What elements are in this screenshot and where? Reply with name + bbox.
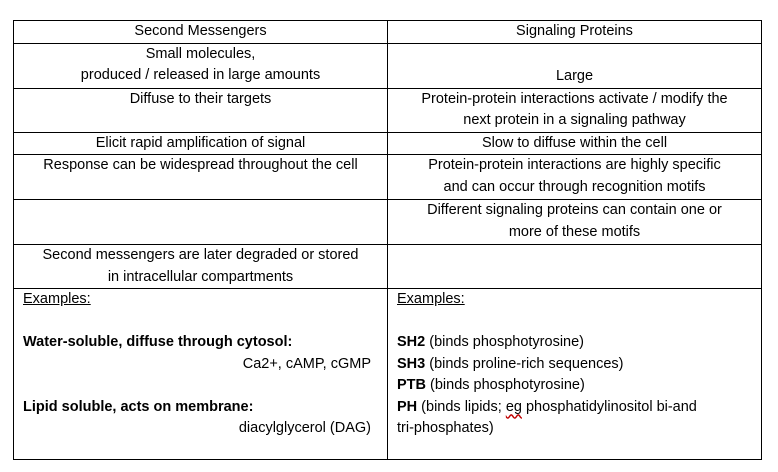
table-row	[14, 245, 762, 289]
table-row	[14, 200, 762, 245]
cell-right: Large	[388, 43, 762, 88]
table-row	[14, 132, 762, 155]
header-signaling-proteins: Signaling Proteins	[388, 21, 762, 44]
group-title: Water-soluble, diffuse through cytosol:	[23, 334, 293, 350]
list-item: SH2 (binds phosphotyrosine)	[397, 334, 585, 350]
header-row	[14, 21, 762, 44]
examples-heading: Examples:	[397, 291, 465, 307]
examples-heading: Examples:	[23, 291, 91, 307]
list-item: PH (binds lipids; eg phosphatidylinositol bi-and	[397, 398, 697, 415]
cell-right-empty	[388, 245, 762, 289]
table-row	[14, 155, 762, 200]
group-items: diacylglycerol (DAG)	[238, 420, 371, 436]
cell-left: Small molecules, produced / released in large amounts	[14, 43, 388, 88]
cell-right: Protein-protein interactions are highly specific and can occur through recognition motifs	[388, 155, 762, 200]
cell-left: Elicit rapid amplification of signal	[14, 132, 388, 155]
table-row	[14, 88, 762, 132]
group-items: Ca2+, cAMP, cGMP	[242, 355, 371, 372]
group-title: Lipid soluble, acts on membrane:	[23, 398, 254, 415]
header-second-messengers: Second Messengers	[14, 21, 388, 44]
examples-right	[388, 289, 762, 460]
cell-right: Protein-protein interactions activate / modify the next protein in a signaling pathway	[388, 88, 762, 132]
cell-left: Second messengers are later degraded or stored in intracellular compartments	[14, 245, 388, 289]
cell-right: Different signaling proteins can contain one or more of these motifs	[388, 200, 762, 245]
cell-left-empty	[14, 200, 388, 245]
cell-left: Diffuse to their targets	[14, 88, 388, 132]
cell-left: Response can be widespread throughout the cell	[14, 155, 388, 200]
spellcheck-word: eg	[505, 398, 522, 415]
examples-row	[14, 289, 762, 460]
cell-right: Slow to diffuse within the cell	[388, 132, 762, 155]
list-item-continued: tri-phosphates)	[397, 420, 494, 436]
list-item: PTB (binds phosphotyrosine)	[397, 377, 585, 393]
comparison-table	[13, 20, 762, 460]
examples-left	[14, 289, 388, 460]
list-item: SH3 (binds proline-rich sequences)	[397, 355, 624, 372]
table-row	[14, 43, 762, 88]
